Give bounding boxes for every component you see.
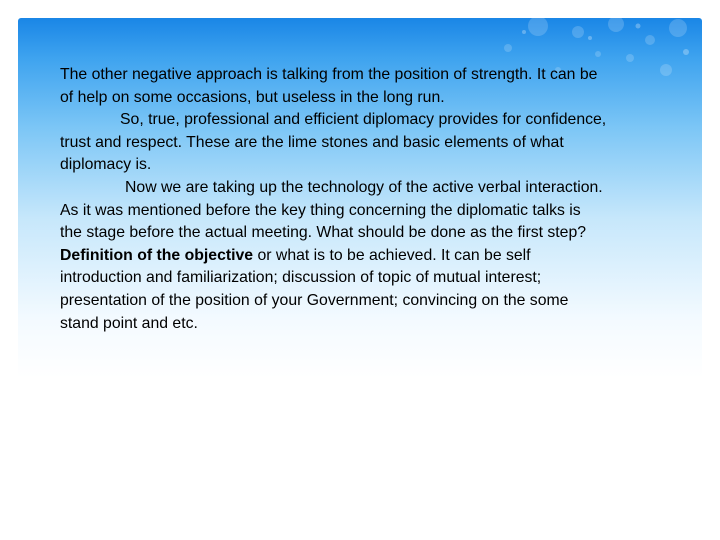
text-line: So, true, professional and efficient diplomacy provides for confidence, xyxy=(120,111,607,129)
text-line: introduction and familiarization; discussion of topic of mutual interest; xyxy=(60,269,542,287)
text-line: presentation of the position of your Government; convincing on the some xyxy=(60,291,569,309)
text-line: As it was mentioned before the key thing concerning the diplomatic talks is xyxy=(60,201,581,219)
text-line: The other negative approach is talking from the position of strength. It can be xyxy=(60,66,598,83)
text-line: the stage before the actual meeting. What should be done as the first step? xyxy=(60,224,587,242)
text-line: diplomacy is. xyxy=(60,156,152,174)
text-line-continuation: or what is to be achieved. It can be self xyxy=(253,246,531,264)
text-line: Now we are taking up the technology of the active verbal interaction. xyxy=(125,178,603,196)
text-line: of help on some occasions, but useless in the long run. xyxy=(60,88,445,106)
bold-term: Definition of the objective xyxy=(60,246,254,264)
text-line: stand point and etc. xyxy=(60,314,198,332)
slide-body-text xyxy=(60,64,684,335)
text-line: trust and respect. These are the lime stones and basic elements of what xyxy=(60,133,564,151)
content-panel xyxy=(18,18,702,522)
text-line-mixed xyxy=(60,245,684,268)
